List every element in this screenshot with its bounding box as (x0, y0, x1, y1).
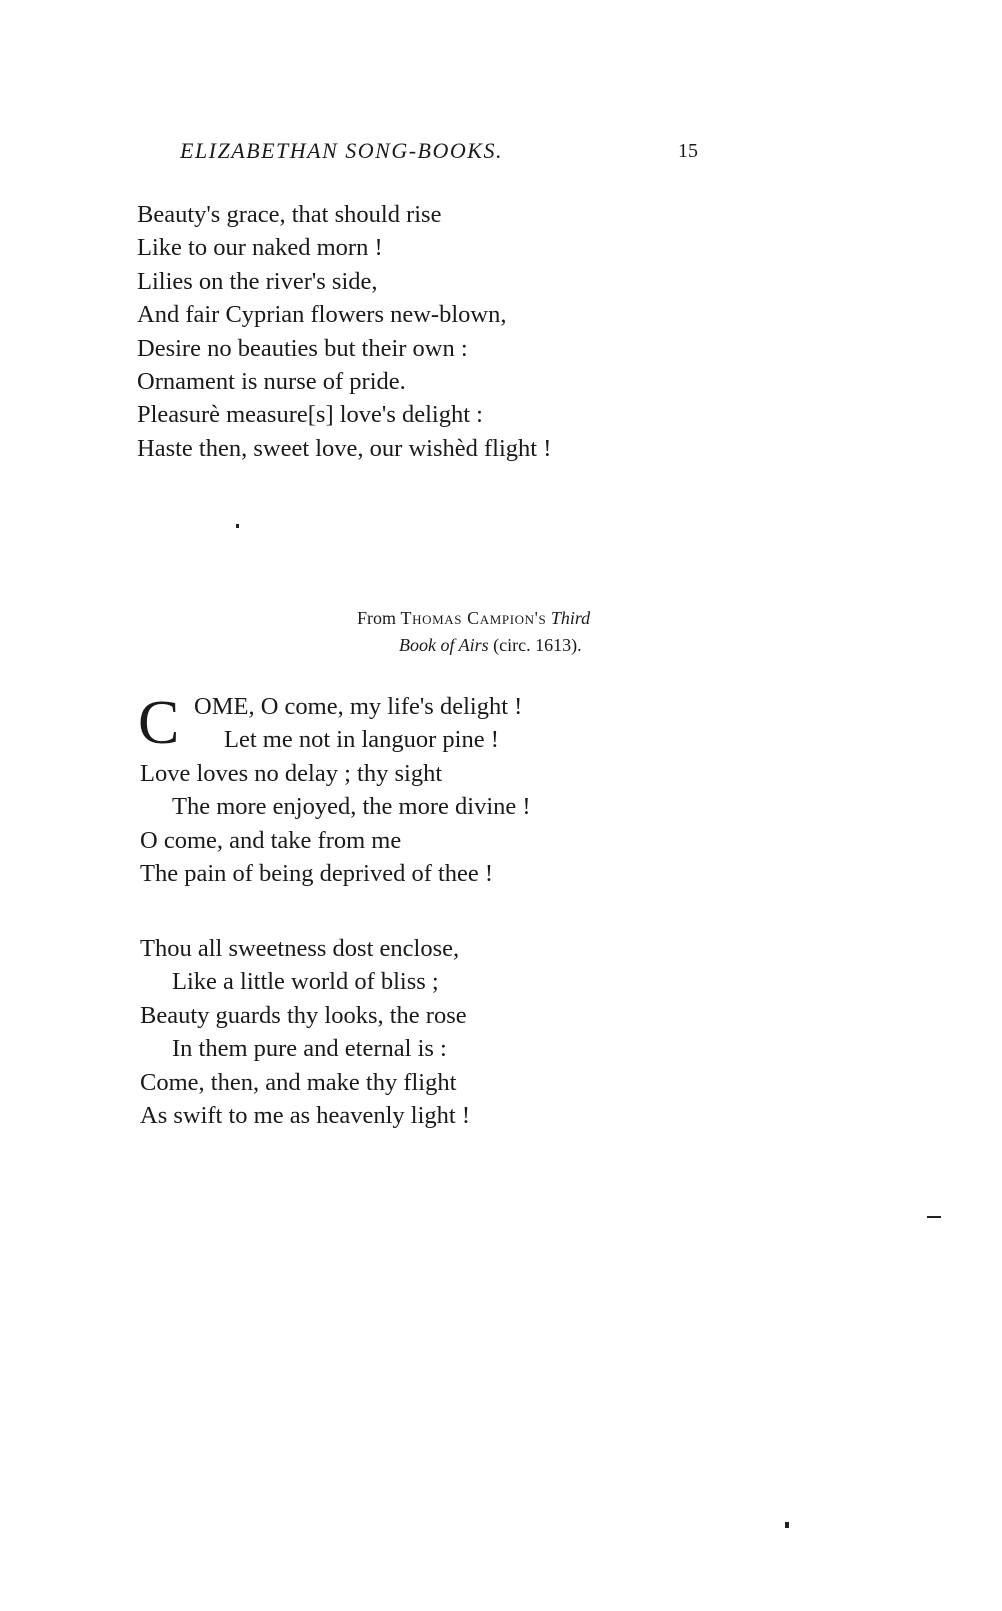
attribution-second-line (357, 632, 590, 659)
poem-line: Pleasurè measure[s] love's delight : (137, 401, 483, 429)
first-line-text: OME, O come, my life's delight ! (194, 693, 523, 720)
poem-line: O come, and take from me (140, 826, 402, 854)
poem-line: In them pure and eternal is : (172, 1035, 447, 1063)
poem-line: The pain of being deprived of thee ! (140, 860, 494, 888)
poem-line: Love loves no delay ; thy sight (140, 759, 443, 787)
poem-line: As swift to me as heavenly light ! (140, 1102, 471, 1130)
poem-line: Haste then, sweet love, our wishèd flight ! (137, 434, 552, 462)
poem-two-stanza-two (140, 932, 470, 1132)
attribution-date: (circ. 1613). (493, 635, 582, 655)
attribution-title-part2: Book of Airs (399, 635, 489, 655)
poem-line: Thou all sweetness dost enclose, (140, 935, 460, 962)
poem-line: And fair Cyprian flowers new-blown, (137, 301, 507, 329)
poem-two-stanza-one (140, 690, 531, 890)
poem-line: Lilies on the river's side, (137, 267, 378, 295)
attribution-author: Thomas Campion's (400, 608, 547, 628)
poem-line: Let me not in languor pine ! (224, 726, 499, 754)
attribution-prefix: From (357, 608, 401, 628)
source-attribution (357, 605, 590, 659)
running-head: ELIZABETHAN SONG-BOOKS. (180, 138, 503, 163)
poem-line: Like to our naked morn ! (137, 234, 383, 262)
poem-line: Beauty's grace, that should rise (137, 201, 442, 228)
poem-line: Like a little world of bliss ; (172, 968, 439, 996)
print-speck (785, 1522, 789, 1528)
poem-one-closing-stanza (137, 198, 551, 465)
poem-line: Ornament is nurse of pride. (137, 368, 406, 396)
attribution-title-part1: Third (550, 608, 591, 628)
print-speck (236, 524, 239, 528)
poem-line: The more enjoyed, the more divine ! (172, 793, 531, 821)
page-number: 15 (678, 140, 698, 162)
drop-cap: C (138, 689, 180, 757)
print-speck (927, 1216, 941, 1218)
poem-line: Beauty guards thy looks, the rose (140, 1001, 467, 1029)
poem-line: Come, then, and make thy flight (140, 1068, 457, 1096)
poem-line: Desire no beauties but their own : (137, 334, 468, 362)
